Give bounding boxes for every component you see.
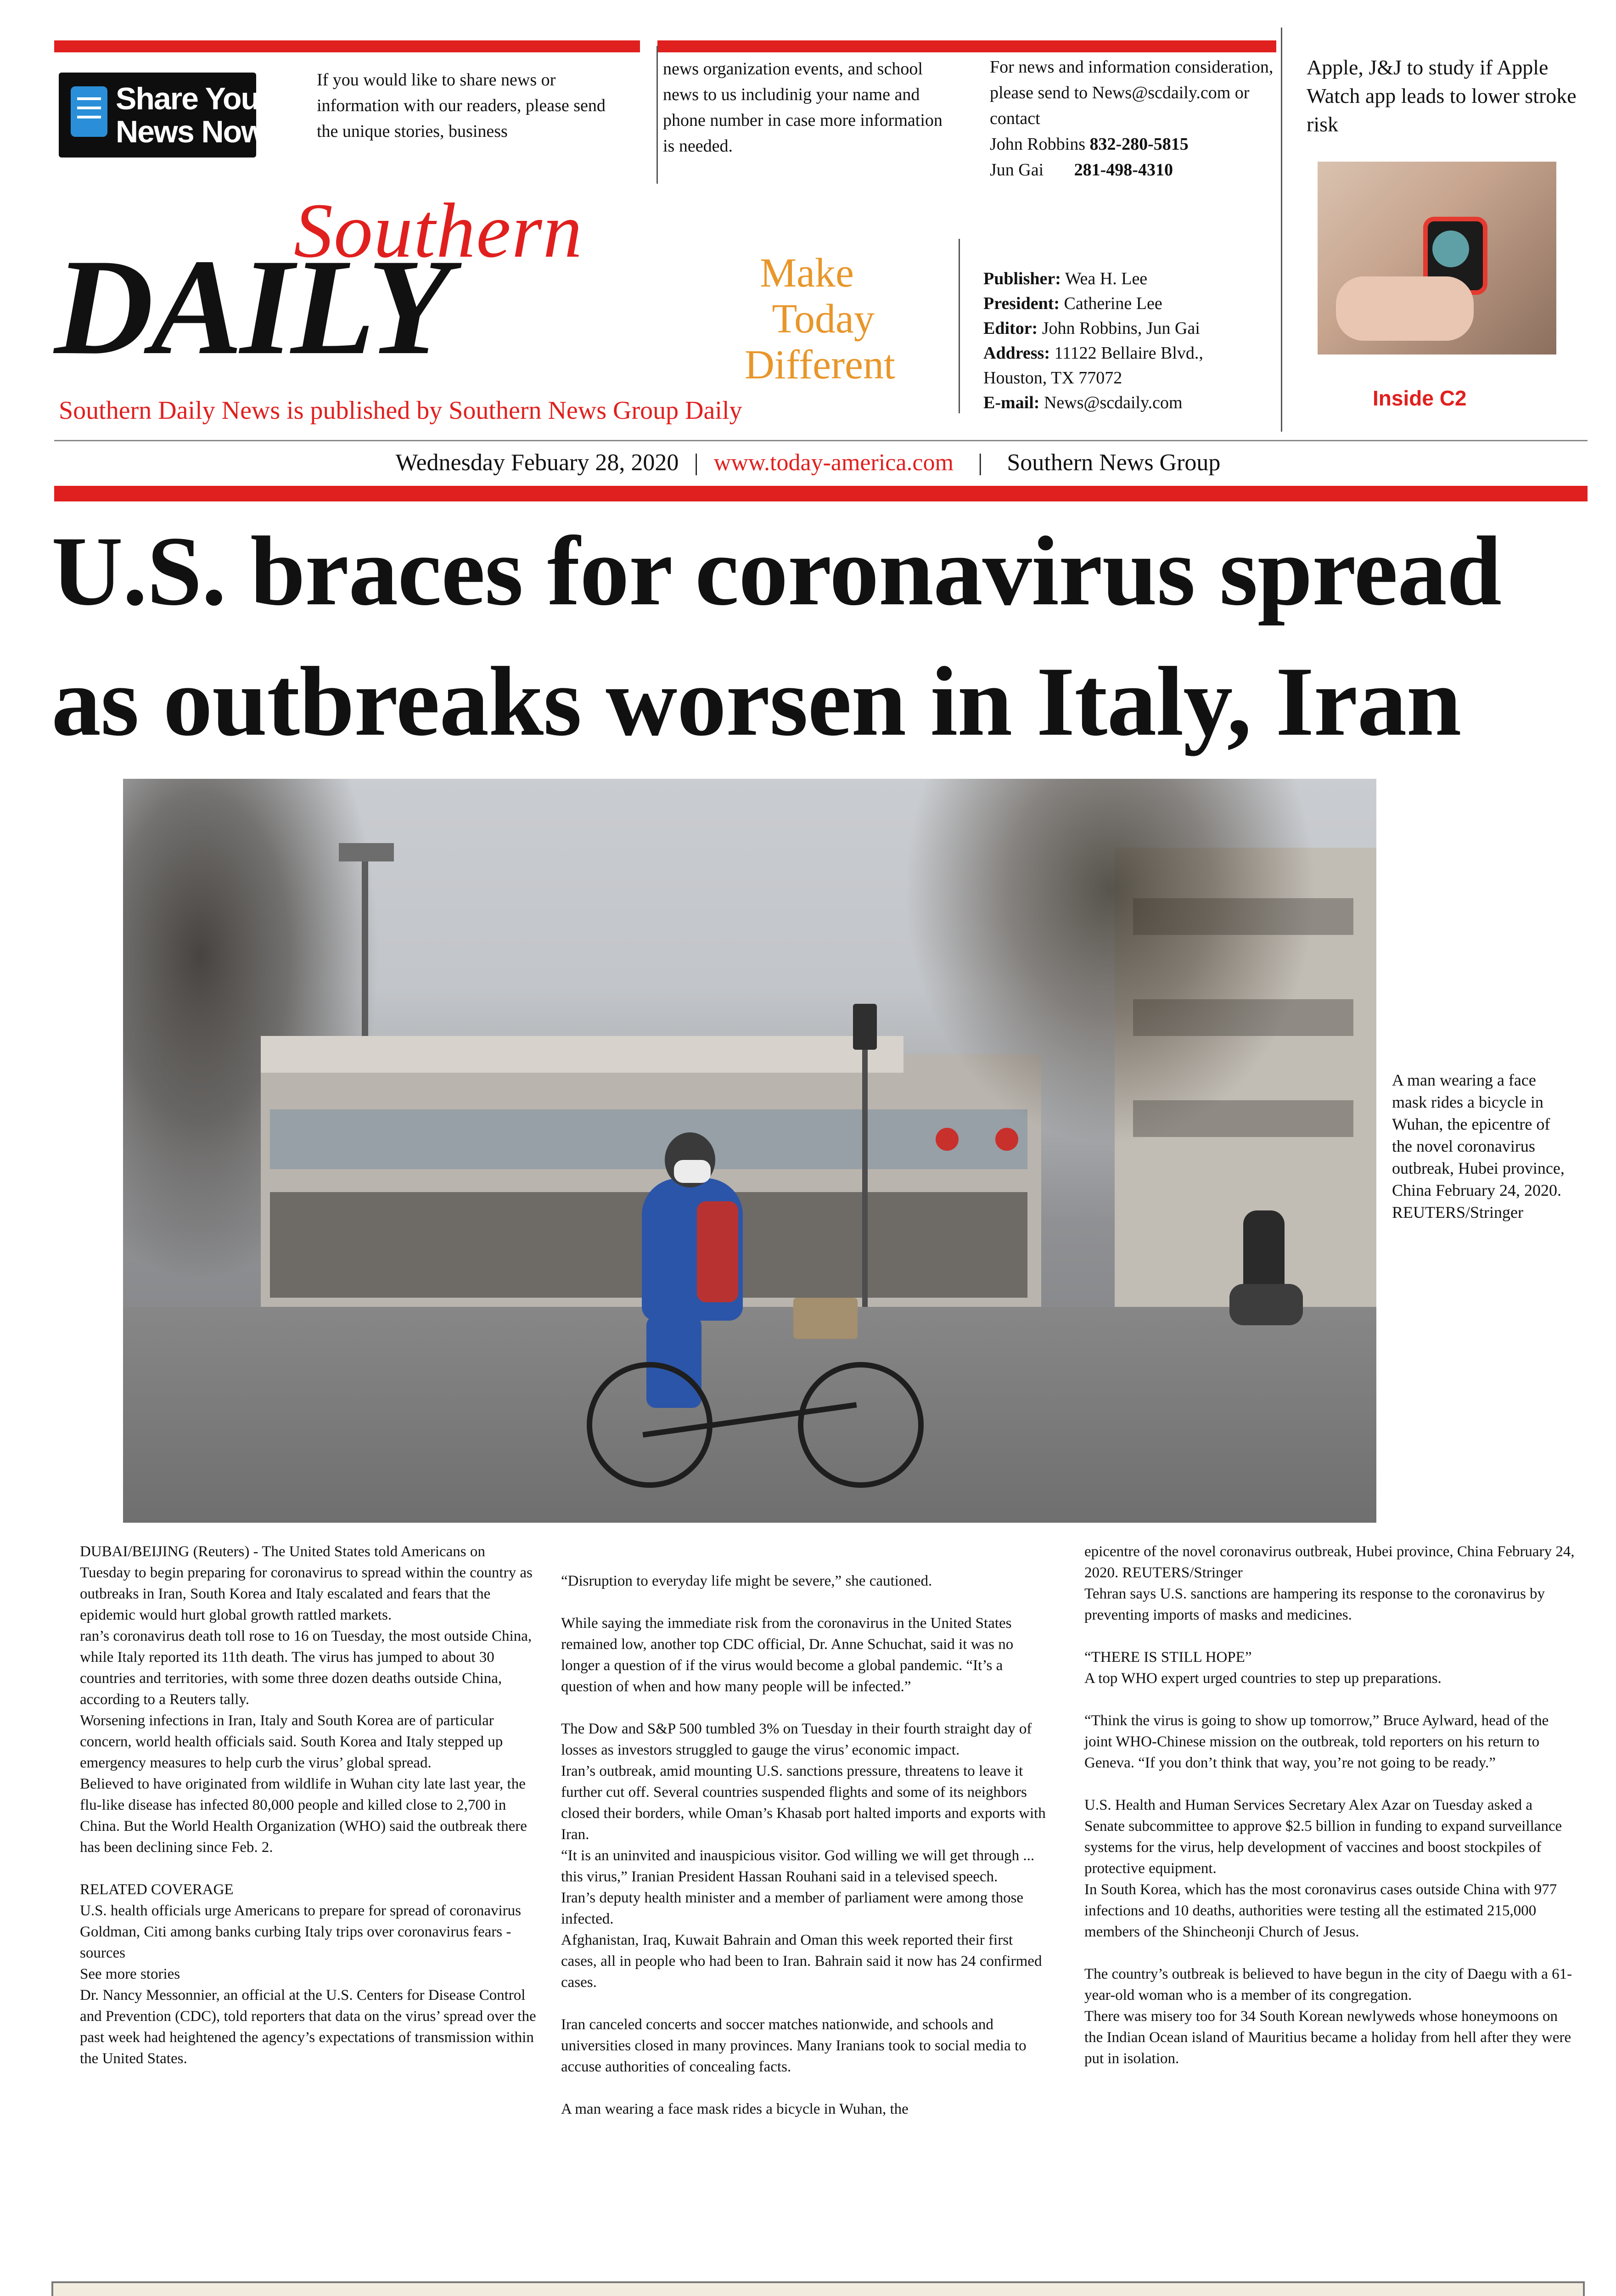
scdaily-advertisement[interactable]	[51, 2281, 1585, 2296]
dateline: Wednesday Febuary 28, 2020 | www.today-america.com | Southern News Group	[395, 450, 1221, 476]
vertical-rule	[656, 46, 658, 184]
article-column-1: DUBAI/BEIJING (Reuters) - The United States told Americans on Tuesday to begin preparing for coronavirus to spread within the country as outbreaks in Iran, South Korea and Italy escalated and fears that the epidemic would hurt global growth rattled markets. ran’s coronavirus death toll rose to 16 on Tuesday, the most outside China, while Italy reported its 11th death. The virus has jumped to about 30 countries and territories, with some three dozen deaths outside China, according to a Reuters tally. Worsening infections in Iran, Italy and South Korea are of particular concern, world health officials said. South Korea and Italy stepped up emergency measures to help curb the virus’ global spread. Believed to have originated from wildlife in Wuhan city late last year, the flu-like disease has infected 80,000 people and killed close to 2,700 in China. But the World Health Organization (WHO) said the outbreak there has been declining since Feb. 2. RELATED COVERAGE U.S. health officials urge Americans to prepare for spread of coronavirus Goldman, Citi among banks curbing Italy trips over coronavirus fears - sources See more stories Dr. Nancy Messonnier, an official at the U.S. Centers for Disease Control and Prevention (CDC), told reporters that data on the virus’ spread over the past week had heightened the agency’s expectations of transmission within the United States.	[80, 1541, 539, 2069]
article-column-2: “Disruption to everyday life might be severe,” she cautioned. While saying the immediate risk from the coronavirus in the United States remained low, another top CDC official, Dr. Anne Schuchat, said it was no longer a question of if the virus would become a global pandemic. “It’s a question of when and how many people will be infected.” The Dow and S&P 500 tumbled 3% on Tuesday in their fourth straight day of losses as investors struggled to gauge the virus’ economic impact. Iran’s outbreak, amid mounting U.S. sanctions pressure, threatens to leave it further cut off. Several countries suspended flights and some of its neighbors closed their borders, while Oman’s Khasab port halted imports and exports with Iran. “It is an uninvited and inauspicious visitor. God willing we will get through ... this virus,” Iranian President Hassan Rouhani said in a televised speech. Iran’s deputy health minister and a member of parliament were among those infected. Afghanistan, Iraq, Kuwait Bahrain and Oman this week reported their first cases, all in people who had been to Iran. Bahrain said it now has 24 confirmed cases. Iran canceled concerts and soccer matches nationwide, and schools and universities closed in many provinces. Many Iranians took to social media to accuse authorities of concealing facts. A man wearing a face mask rides a bicycle in Wuhan, the	[561, 1573, 1046, 2117]
teaser-photo	[1318, 162, 1556, 355]
dateline-url[interactable]: www.today-america.com	[713, 450, 954, 476]
staff-row: Houston, TX 77072	[983, 368, 1122, 388]
logo-daily: DAILY	[54, 231, 449, 383]
related-coverage-heading: RELATED COVERAGE	[80, 1881, 234, 1898]
tagline-line: Today	[772, 296, 875, 342]
contact-block	[990, 54, 1274, 183]
logo-tagline	[702, 250, 895, 388]
article-column-3: epicentre of the novel coronavirus outbreak, Hubei province, China February 24, 2020. REUTERS/Stringer Tehran says U.S. sanctions are hampering its response to the coronavirus by preventing imports of masks and medicines. “THERE IS STILL HOPE” A top WHO expert urged countries to step up preparations. “Think the virus is going to show up tomorrow,” Bruce Aylward, head of the joint WHO-Chinese mission on the outbreak, told reporters on his return to Geneva. “If you don’t think that way, you’re not going to be ready.” U.S. Health and Human Services Secretary Alex Azar on Tuesday asked a Senate subcommittee to approve $2.5 billion in funding to expand surveillance systems for the virus, help development of vaccines and boost stockpiles of protective equipment. In South Korea, which has the most coronavirus cases outside China with 977 infections and 10 deaths, authorities were testing all the estimated 215,000 members of the Shincheonji Church of Jesus. The country’s outbreak is believed to have begun in the city of Daegu with a 61-year-old woman who is a member of its congregation. There was misery too for 34 South Korean newlyweds whose honeymoons on the Indian Ocean island of Mauritius became a holiday from hell after they were put in isolation.	[1084, 1541, 1576, 2069]
headline-line: as outbreaks worsen in Italy, Iran	[51, 647, 1461, 756]
ad-title	[131, 2293, 809, 2296]
dateline-red-bar	[54, 486, 1588, 501]
share-text-1: If you would like to share news or information with our readers, please send the unique stories, business	[317, 70, 606, 141]
related-link[interactable]: Goldman, Citi among banks curbing Italy trips over coronavirus fears - sources	[80, 1924, 511, 1961]
staff-row: Publisher: Wea H. Lee	[983, 269, 1148, 288]
dateline-date: Wednesday Febuary 28, 2020	[395, 450, 679, 476]
staff-row: Address: 11122 Bellaire Blvd.,	[983, 343, 1203, 363]
logo-southern: Southern	[294, 187, 583, 274]
contact-row: John Robbins 832-280-5815	[990, 135, 1189, 154]
staff-box	[983, 266, 1277, 415]
top-rule-right	[657, 40, 1276, 52]
top-rule-left	[54, 40, 640, 52]
share-news-badge[interactable]	[59, 73, 270, 158]
share-badge-line1: Share Your	[116, 81, 270, 116]
dateline-rule	[54, 440, 1588, 441]
vertical-rule	[1281, 28, 1282, 432]
see-more-link[interactable]: See more stories	[80, 1966, 180, 1982]
contact-text: For news and information consideration, please send to News@scdaily.com or contact	[990, 57, 1274, 128]
contact-row: Jun Gai 281-498-4310	[990, 160, 1173, 180]
dateline-group: Southern News Group	[1007, 450, 1221, 476]
teaser-inside-label[interactable]: Inside C2	[1373, 386, 1467, 410]
teaser-title[interactable]: Apple, J&J to study if Apple Watch app leads to lower stroke risk	[1307, 56, 1577, 136]
staff-row: Editor: John Robbins, Jun Gai	[983, 319, 1200, 338]
tagline-line: Different	[744, 342, 895, 388]
share-text-2: news organization events, and school news to us includinig your name and phone number in case more information is needed.	[663, 59, 943, 156]
article-headline	[51, 506, 1566, 767]
staff-row: E-mail: News@scdaily.com	[983, 393, 1183, 412]
main-photo	[123, 779, 1376, 1523]
share-badge-line2: News Now	[116, 114, 265, 149]
subheading: “THERE IS STILL HOPE”	[1084, 1649, 1252, 1666]
publisher-line: Southern Daily News is published by Southern News Group Daily	[59, 396, 742, 425]
staff-row: President: Catherine Lee	[983, 294, 1162, 313]
headline-line: U.S. braces for coronavirus spread	[51, 516, 1502, 626]
tagline-line: Make	[760, 250, 854, 296]
photo-caption: A man wearing a face mask rides a bicycle in Wuhan, the epicentre of the novel coronavirus outbreak, Hubei province, China February 24, 2020. REUTERS/Stringer	[1392, 1071, 1565, 1221]
related-link[interactable]: U.S. health officials urge Americans to prepare for spread of coronavirus	[80, 1902, 521, 1919]
vertical-rule	[959, 239, 960, 413]
chat-bubble-icon	[71, 86, 107, 137]
